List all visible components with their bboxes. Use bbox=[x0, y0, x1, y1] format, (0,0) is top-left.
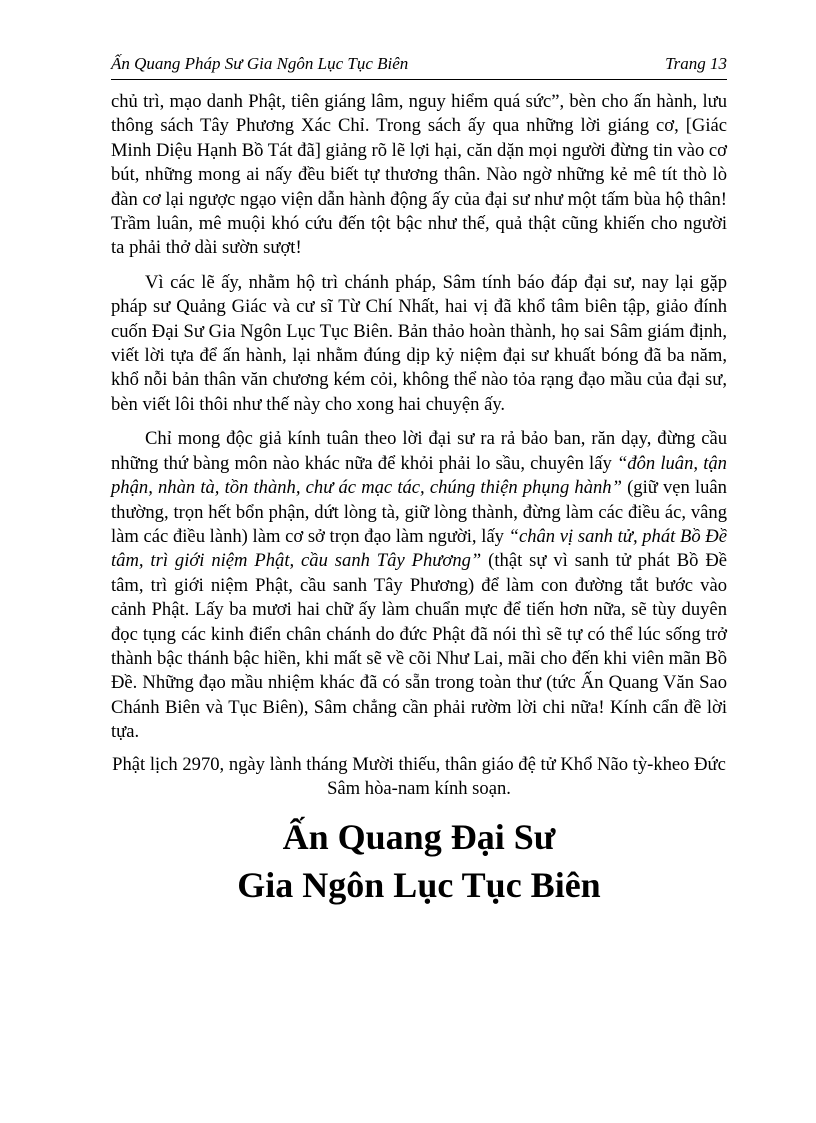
quote-2: “chân vị sanh tử, phát Bồ Đề tâm, trì giới niệm Phật, cầu sanh Tây Phương” bbox=[111, 525, 727, 572]
paragraph-3-text-a: Chỉ mong độc giả kính tuân theo lời đại sư ra rả bảo ban, răn dạy, đừng cầu những thứ bàng môn nào khác nữa để khỏi phải lo sầu, chuyên lấy bbox=[111, 428, 727, 474]
paragraph-3-text-b: (giữ vẹn luân thường, trọn hết bổn phận, dứt lòng tà, giữ lòng thành, đừng làm các điều ác, vâng làm các điều lành) làm cơ sở trọn đạo làm người, lấy bbox=[111, 477, 727, 547]
header-rule bbox=[111, 79, 727, 80]
paragraph-1: chủ trì, mạo danh Phật, tiên giáng lâm, nguy hiểm quá sức”, bèn cho ấn hành, lưu thông sách Tây Phương Xác Chỉ. Trong sách ấy qua những lời giáng cơ, [Giác Minh Diệu Hạnh Bồ Tát đã] giảng rõ lẽ lợi hại, căn dặn mọi người đừng tin vào cơ bút, những mong ai nấy đều biết tự thương thân. Nào ngờ những kẻ mê tít thò lò đàn cơ lại ngược ngạo viện dẫn hành động ấy của đại sư như một tấm bùa hộ thân! Trầm luân, mê muội khó cứu đến tột bậc như thế, quả thật cũng khiến cho người ta phải thở dài sườn sượt! bbox=[111, 91, 727, 259]
page-body bbox=[111, 90, 727, 909]
book-title-line-2: Gia Ngôn Lục Tục Biên bbox=[237, 865, 601, 906]
paragraph-3-text-c: (thật sự vì sanh tử phát Bồ Đề tâm, trì giới niệm Phật, cầu sanh Tây Phương) để làm con đường tắt bước vào cảnh Phật. Lấy ba mươi hai chữ ấy làm chuẩn mực để tiến hơn nữa, sẽ tùy duyên đọc tụng các kinh điển chân chánh do đức Phật đã nói thì sẽ tự có thể lúc sống trở thành bậc thánh bậc hiền, khi mất sẽ về cõi Như Lai, mãi cho đến khi viên mãn Bồ Đề. Những đạo mầu nhiệm khác đã có sẵn trong toàn thư (tức Ấn Quang Văn Sao Chánh Biên và Tục Biên), Sâm chẳng cần phải rườm lời chi nữa! Kính cẩn đề lời tựa. bbox=[111, 550, 727, 743]
page-header bbox=[111, 54, 727, 80]
page-number: Trang 13 bbox=[665, 54, 727, 73]
book-title bbox=[111, 813, 727, 909]
header-title: Ấn Quang Pháp Sư Gia Ngôn Lục Tục Biên bbox=[111, 54, 409, 73]
signature: Phật lịch 2970, ngày lành tháng Mười thiếu, thân giáo đệ tử Khổ Não tỳ-kheo Đức Sâm hòa-nam kính soạn. bbox=[112, 753, 726, 799]
paragraph-2: Vì các lẽ ấy, nhằm hộ trì chánh pháp, Sâm tính báo đáp đại sư, nay lại gặp pháp sư Quảng Giác và cư sĩ Từ Chí Nhất, hai vị đã khổ tâm biên tập, giảo đính cuốn Đại Sư Gia Ngôn Lục Tục Biên. Bản thảo hoàn thành, họ sai Sâm giám định, viết lời tựa để ấn hành, lại nhằm đúng dịp kỷ niệm đại sư khuất bóng đã ba năm, khổ nỗi bản thân văn chương kém cỏi, không thể nào tỏa rạng đạo mầu của đại sư, bèn viết lôi thôi như thế này cho xong hai chuyện ấy. bbox=[111, 271, 727, 415]
book-title-line-1: Ấn Quang Đại Sư bbox=[282, 817, 556, 858]
paragraph-3 bbox=[111, 427, 727, 744]
quote-1: “đôn luân, tận phận, nhàn tà, tồn thành, chư ác mạc tác, chúng thiện phụng hành” bbox=[111, 452, 727, 499]
